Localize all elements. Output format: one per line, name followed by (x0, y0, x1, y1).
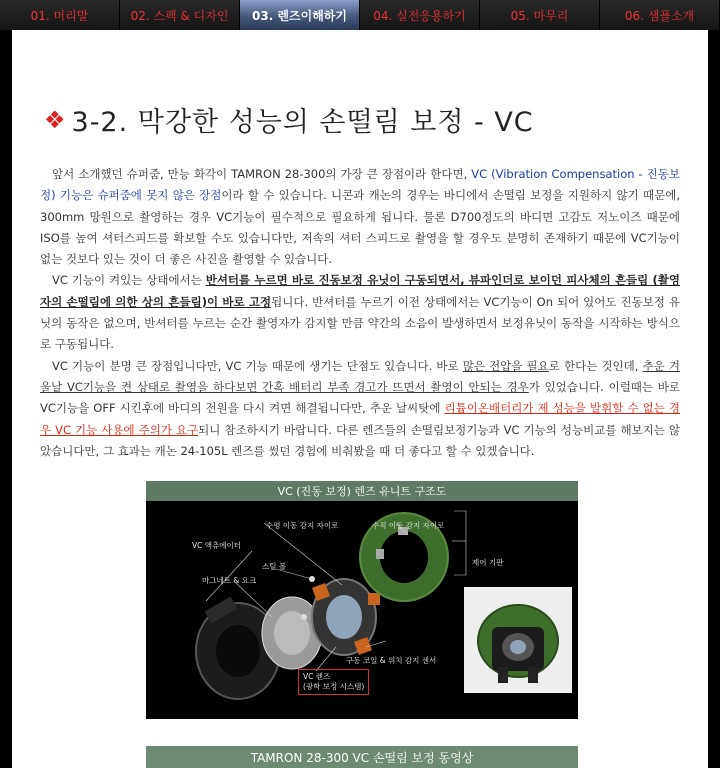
section-heading (44, 100, 534, 139)
vc-unit-diagram (146, 481, 578, 719)
tab-spec-design[interactable]: 02. 스펙 & 디자인 (120, 0, 240, 30)
text-segment: VC 기능이 분명 큰 장점입니다만, VC 기능 때문에 생기는 단점도 있습니다. 바로 (52, 358, 463, 373)
emphasis-text: 반셔터를 누르면 바로 진동보정 유닛이 구동되면서, 뷰파인더로 보이던 피사체의 흔들림 (촬영자의 손떨림에 의한 상의 흔들림)이 바로 고정 (40, 273, 680, 309)
top-navigation (0, 0, 720, 30)
label-vc-lens (298, 669, 369, 695)
text-segment: 됩니다. 반셔터를 누르기 이전 상태에서는 VC기능이 On 되어 있어도 진동보정 유닛의 동작은 없으며, 반셔터를 누르는 순간 촬영자가 감지할 만큼 약간의 소음이 발생하면서 보정유닛이 동작을 시작하는 방식으로 구동됩니다. (40, 294, 680, 352)
paragraph-vc-intro (40, 164, 680, 270)
text-segment: 이라 할 수 있습니다. 니콘과 캐논의 경우는 바디에서 손떨림 보정을 지원하지 않기 때문에, 300mm 망원으로 촬영하는 경우 VC기능이 필수적으로 필요하게 됩니다. 물론 D700정도의 바디면 고감도 저노이즈 때문에 ISO를 높여 셔터스피드를 확보할 수도 있습니다만, 저속의 셔터 스피드로 촬영을 할 경우도 분명히 존재하기 때문에 VC기능이 없는 것보다 있는 것이 더 좋은 사진을 촬영할 수 있습니다. (40, 188, 680, 267)
assembled-lens-photo (464, 587, 572, 693)
paragraph-vc-operation (40, 270, 680, 355)
assembled-unit-icon (464, 587, 572, 693)
label-drive-coil: 구동 코일 & 위치 감지 센서 (346, 656, 437, 665)
label-vc-lens-sub: (광학 보정 시스템) (303, 682, 365, 691)
label-control-board: 제어 기판 (472, 558, 504, 567)
video-section-header: TAMRON 28-300 VC 손떨림 보정 동영상 (146, 746, 578, 768)
underlined-text: 많은 전압을 필요 (462, 358, 549, 373)
section-title: 3-2. 막강한 성능의 손떨림 보정 - VC (71, 107, 534, 138)
text-segment: 로 한다는 것인데, (548, 358, 643, 373)
tab-conclusion[interactable]: 05. 마무리 (480, 0, 600, 30)
label-horizontal-gyro: 수평 이동 감지 자이로 (266, 521, 339, 530)
tab-practical-use[interactable]: 04. 실전응용하기 (360, 0, 480, 30)
article-page (12, 30, 708, 768)
label-vc-lens-title: VC 렌즈 (303, 672, 331, 681)
tab-lens-understanding[interactable]: 03. 렌즈이해하기 (240, 0, 360, 30)
vc-lens-icon (312, 579, 380, 655)
bracket-line (454, 511, 466, 575)
paragraph-vc-drawback (40, 356, 680, 462)
article-body (40, 164, 680, 462)
highlight-text: VC (Vibration Compensation - 진동보정) 기능은 슈퍼줌에 못지 않은 장점 (40, 167, 680, 203)
label-steel-ball: 스틸 볼 (262, 562, 287, 571)
text-segment: 앞서 소개했던 슈퍼줌, 만능 화각이 TAMRON 28-300의 가장 큰 장점이라 한다면, (52, 167, 472, 181)
text-segment: 되니 참조하시기 바랍니다. 다른 렌즈들의 손떨림보정기능과 VC 기능의 성능비교를 해보지는 않았습니다만, 그 효과는 캐논 24-105L 렌즈를 썼던 경험에 비춰봤을 때 더 좋다고 할 수 있겠습니다. (40, 422, 681, 458)
text-segment: VC 기능이 켜있는 상태에서는 (52, 273, 206, 288)
tab-intro[interactable]: 01. 머리말 (0, 0, 120, 30)
tab-samples[interactable]: 06. 샘플소개 (600, 0, 720, 30)
diagram-caption: VC (진동 보정) 렌즈 유니트 구조도 (146, 481, 578, 501)
label-magnet-yoke: 마그네트 & 요크 (202, 576, 257, 585)
text-segment: 가 있었습니다. 이럴때는 바로 VC기능을 OFF 시킨후에 바디의 전원을 다시 켜면 해결됩니다만, 추운 날씨탓에 (40, 379, 680, 416)
label-vertical-gyro: 수직 이동 감지 자이로 (372, 521, 445, 530)
underlined-text: 추운 겨울날 VC기능을 켠 상태로 촬영을 하다보면 간혹 배터리 부족 경고가 뜨면서 촬영이 안되는 경우 (40, 358, 680, 394)
steel-ball-icon (301, 614, 307, 620)
warning-text: 리튬이온배터리가 제 성능을 발휘할 수 없는 경우 VC 기능 사용에 주의가 요구 (40, 401, 680, 437)
diamond-bullet-icon: ❖ (44, 105, 66, 134)
label-vc-actuator: VC 액츄에이터 (192, 541, 241, 550)
